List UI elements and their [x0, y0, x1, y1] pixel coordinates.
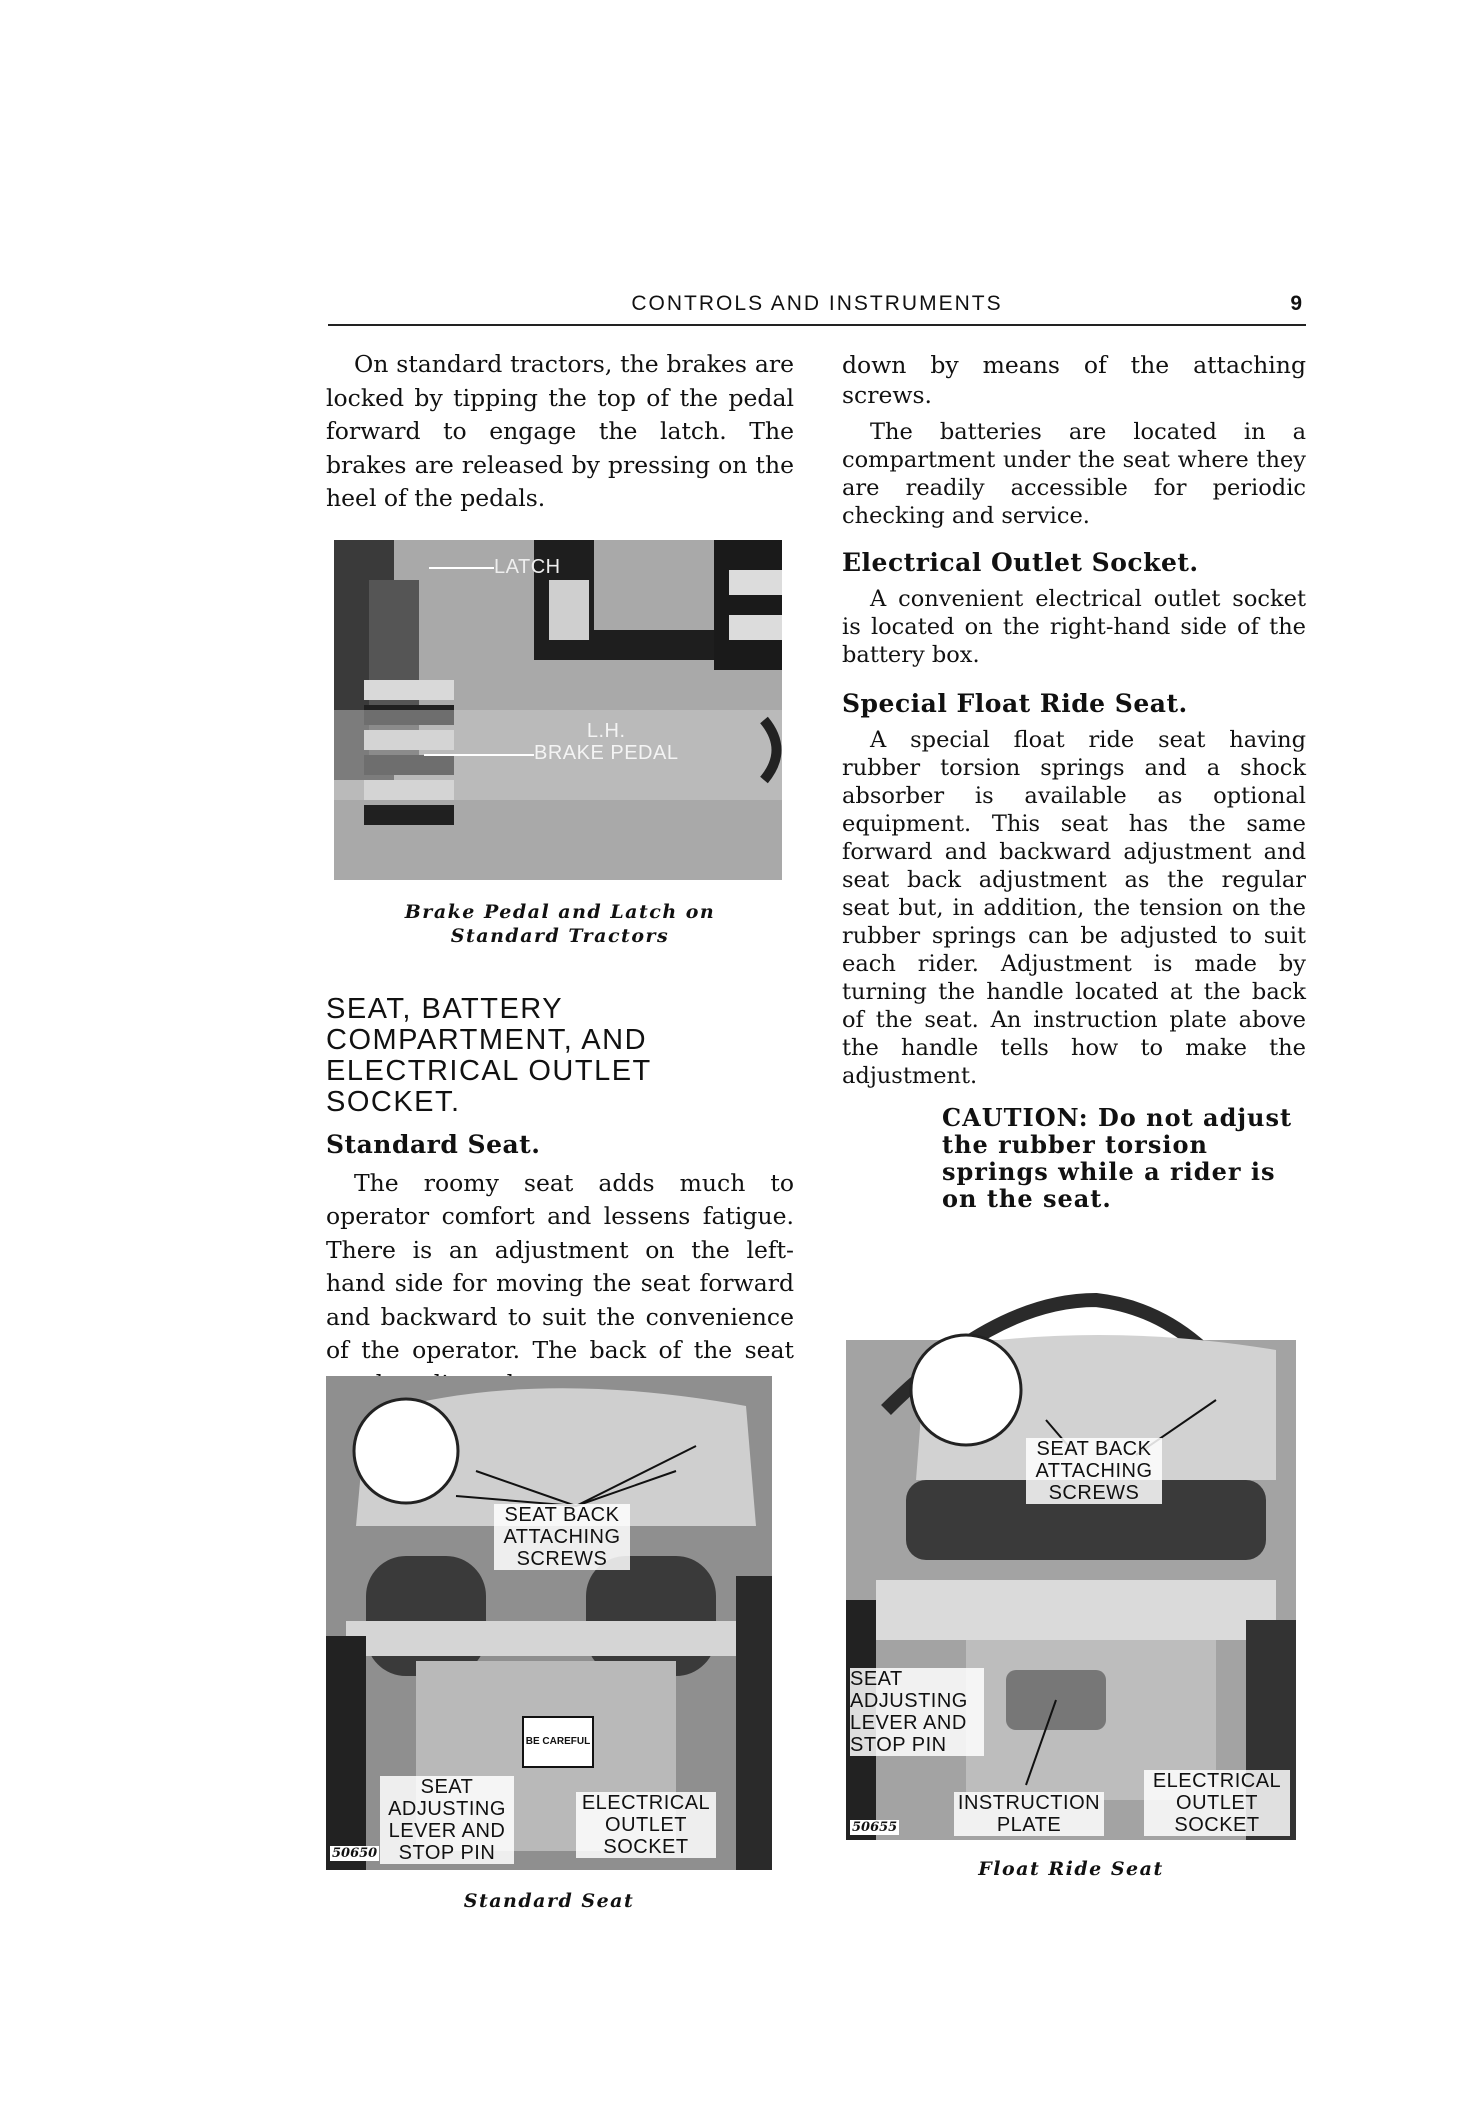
photo-number: 50655	[852, 1820, 898, 1835]
standard-seat-heading: Standard Seat.	[326, 1129, 541, 1159]
be-careful-sign: BE CAREFUL	[522, 1716, 594, 1768]
outlet-paragraph: A convenient electrical outlet socket is located on the right-hand side of the battery box.	[842, 586, 1306, 668]
section-heading: SEAT, BATTERY COMPARTMENT, AND ELECTRICAL OUTLET SOCKET.	[326, 992, 652, 1118]
caution-note: CAUTION: Do not adjust the rubber torsion springs while a rider is on the seat.	[942, 1103, 1293, 1213]
seat-back-screws-label: SEAT BACK ATTACHING SCREWS	[1026, 1438, 1162, 1504]
seat-back-screws-label: SEAT BACK ATTACHING SCREWS	[494, 1504, 630, 1570]
instruction-plate-label: INSTRUCTION PLATE	[954, 1792, 1104, 1836]
brake-pedal-photo	[334, 540, 782, 880]
brake-intro-paragraph: On standard tractors, the brakes are locked by tipping the top of the pedal forward to engage the latch. The brakes are released by pressing on the heel of the pedals.	[326, 350, 794, 512]
electrical-outlet-label: ELECTRICAL OUTLET SOCKET	[576, 1792, 716, 1858]
seat-adjusting-lever-label: SEAT ADJUSTING LEVER AND STOP PIN	[850, 1668, 984, 1756]
page-header	[328, 290, 1306, 326]
float-seat-heading: Special Float Ride Seat.	[842, 689, 1188, 718]
standard-seat-paragraph: The roomy seat adds much to operator comfort and lessens fatigue. There is an adjustment on the left-hand side for moving the seat forward and backward to suit the convenience of the operator. The back of the seat	[326, 1168, 794, 1364]
caption-line: Brake Pedal and Latch on	[404, 900, 716, 923]
latch-label: LATCH	[494, 555, 561, 578]
electrical-outlet-label: ELECTRICAL OUTLET SOCKET	[1144, 1770, 1290, 1836]
float-seat-photo	[846, 1280, 1296, 1840]
outlet-heading: Electrical Outlet Socket.	[842, 548, 1199, 577]
standard-seat-photo	[326, 1376, 772, 1870]
brake-photo-caption	[326, 900, 794, 948]
float-seat-paragraph: A special float ride seat having rubber torsion springs and a shock absorber is available as optional equipment. This seat has the same forward and backward adjustment and seat back adjustment as the regular seat but, in addition, the tension on the rubber springs can be adjusted to suit each rider. Adjustment is made by turning the handle located at the back of the seat. An instruction plate above the handle tells how to make the adjustment.	[842, 727, 1306, 1089]
brake-pedal-label: L.H. BRAKE PEDAL	[534, 719, 679, 764]
left-column	[326, 348, 794, 1401]
right-column	[842, 350, 1306, 1212]
page-number: 9	[1290, 292, 1302, 315]
brake-pedal-illustration	[334, 540, 782, 880]
continued-paragraph: down by means of the attaching screws.	[842, 351, 1306, 409]
photo-number: 50650	[332, 1846, 378, 1861]
float-seat-illustration	[846, 1280, 1296, 1840]
batteries-paragraph: The batteries are located in a compartment under the seat where they are readily accessible for periodic checking and service.	[842, 419, 1306, 529]
caption-line: Standard Tractors	[450, 924, 670, 947]
running-title: CONTROLS AND INSTRUMENTS	[631, 292, 1003, 315]
seat-adjusting-lever-label: SEAT ADJUSTING LEVER AND STOP PIN	[380, 1776, 514, 1864]
standard-seat-caption: Standard Seat	[463, 1890, 635, 1912]
float-seat-caption: Float Ride Seat	[978, 1858, 1164, 1880]
